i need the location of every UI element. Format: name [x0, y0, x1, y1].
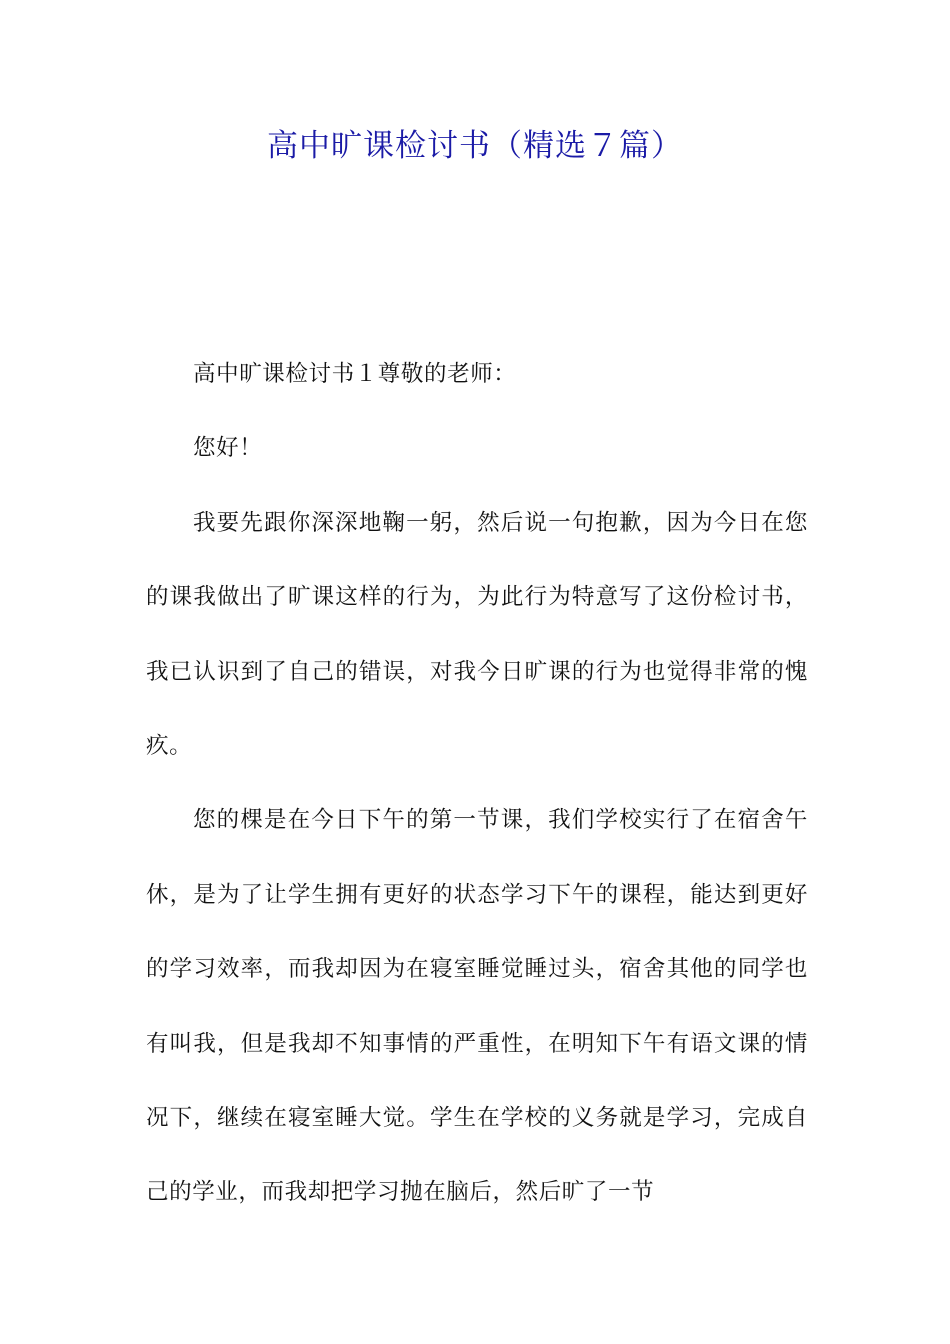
paragraph-salutation: 高中旷课检讨书１尊敬的老师：	[193, 361, 517, 387]
paragraph-explanation: 您的棵是在今日下午的第一节课，我们学校实行了在宿舍午休，是为了让学生拥有更好的状态学习下午的课程，能达到更好的学习效率，而我却因为在寝室睡觉睡过头，宿舍其他的同学也有叫我，但是我却不知事情的严重性，在明知下午有语文课的情况下，继续在寝室睡大觉。学生在学校的义务就是学习，完成自己的学业，而我却把学习抛在脑后，然后旷了一节	[146, 807, 808, 1206]
paragraph-apology: 我要先跟你深深地鞠一躬，然后说一句抱歉，因为今日在您的课我做出了旷课这样的行为，为此行为特意写了这份检讨书，我已认识到了自己的错误，对我今日旷课的行为也觉得非常的愧疚。	[146, 509, 808, 760]
document-body	[146, 337, 808, 1230]
document-title: 高中旷课检讨书（精选７篇）	[267, 128, 683, 164]
paragraph-greeting: 您好！	[193, 435, 263, 462]
